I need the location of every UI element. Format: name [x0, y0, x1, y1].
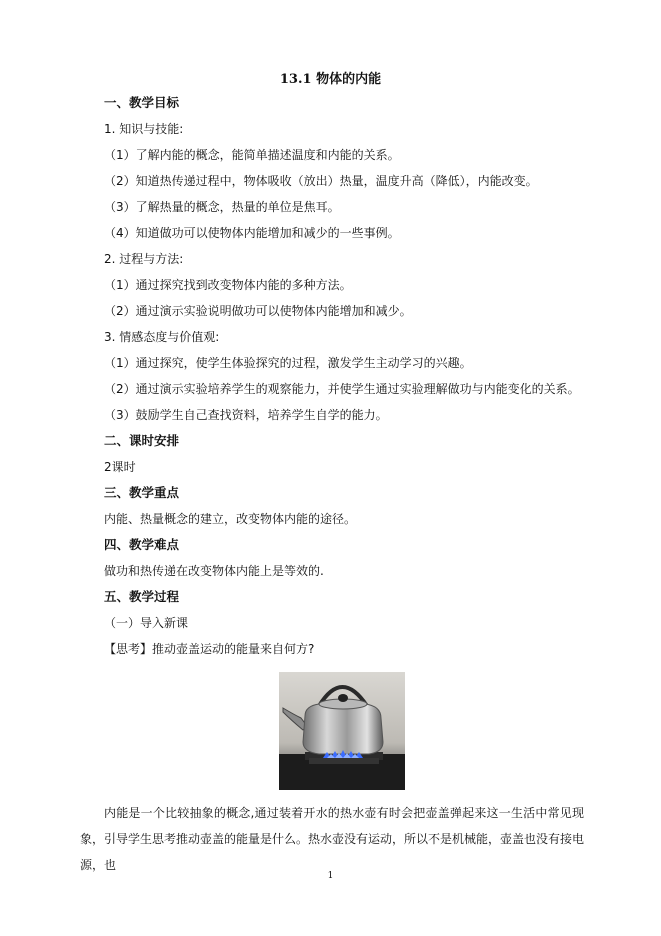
process-item-2: （2）通过演示实验说明做功可以使物体内能增加和减少。	[104, 304, 412, 318]
intro-paragraph: 内能是一个比较抽象的概念,通过装着开水的热水壶有时会把壶盖弹起来这一生活中常见现象，引导学生思考推动壶盖的能量是什么。热水壶没有运动，所以不是机械能，壶盖也没有接电源，也	[80, 806, 585, 872]
difficulties-text: 做功和热传递在改变物体内能上是等效的.	[104, 564, 324, 578]
knowledge-item-1: （1）了解内能的概念，能简单描述温度和内能的关系。	[104, 148, 400, 162]
subheading-attitude: 3. 情感态度与价值观:	[104, 330, 220, 344]
think-question: 【思考】推动壶盖运动的能量来自何方?	[104, 642, 315, 656]
heading-difficulties: 四、教学难点	[104, 537, 180, 552]
attitude-item-1: （1）通过探究，使学生体验探究的过程，激发学生主动学习的兴趣。	[104, 356, 472, 370]
knowledge-item-2: （2）知道热传递过程中，物体吸收（放出）热量，温度升高（降低），内能改变。	[104, 174, 538, 188]
kettle-photo	[279, 672, 405, 790]
process-item-1: （1）通过探究找到改变物体内能的多种方法。	[104, 278, 352, 292]
knowledge-item-3: （3）了解热量的概念，热量的单位是焦耳。	[104, 200, 340, 214]
attitude-item-3: （3）鼓励学生自己查找资料，培养学生自学的能力。	[104, 408, 388, 422]
knowledge-item-4: （4）知道做功可以使物体内能增加和减少的一些事例。	[104, 226, 400, 240]
subheading-knowledge: 1. 知识与技能:	[104, 122, 184, 136]
schedule-text: 2课时	[104, 460, 136, 474]
key-points-text: 内能、热量概念的建立，改变物体内能的途径。	[104, 512, 357, 526]
subheading-intro: （一）导入新课	[104, 616, 189, 630]
subheading-process: 2. 过程与方法:	[104, 252, 184, 266]
page-number: 1	[327, 871, 334, 881]
heading-objectives: 一、教学目标	[104, 95, 180, 110]
page-title: 13.1 物体的内能	[279, 72, 382, 87]
heading-process: 五、教学过程	[104, 589, 180, 604]
heading-schedule: 二、课时安排	[104, 433, 180, 448]
attitude-item-2: （2）通过演示实验培养学生的观察能力，并使学生通过实验理解做功与内能变化的关系。	[104, 382, 580, 396]
heading-key-points: 三、教学重点	[104, 485, 180, 500]
